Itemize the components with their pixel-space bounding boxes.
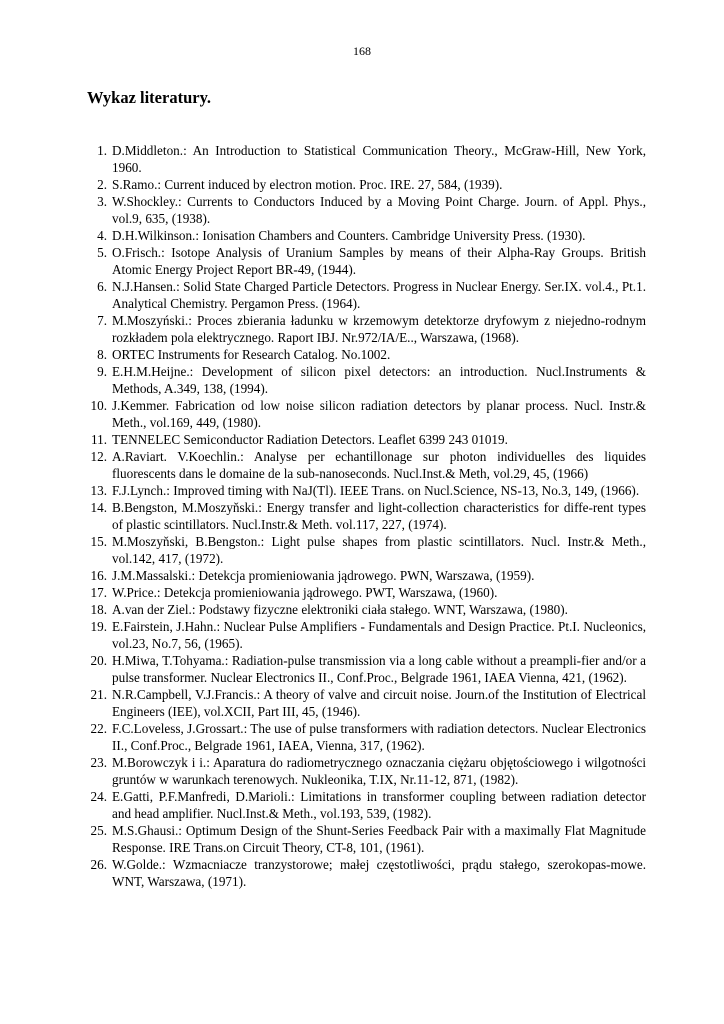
reference-text: H.Miwa, T.Tohyama.: Radiation-pulse transmission via a long cable without a preampli-fier and/or a pulse transformer. Nuclear Electronics II., Conf.Proc., Belgrade 1961, IAEA Vienna, 421, (1962). [112,653,646,685]
reference-text: J.Kemmer. Fabrication od low noise silicon radiation detectors by planar process. Nucl. Instr.& Meth., vol.169, 449, (1980). [112,398,646,430]
reference-text: E.Fairstein, J.Hahn.: Nuclear Pulse Amplifiers - Fundamentals and Design Practice. Pt.I. Nucleonics, vol.23, No.7, 56, (1965). [112,619,646,651]
reference-number: 17. [90,585,107,600]
reference-item [86,431,646,448]
reference-item [86,482,646,499]
reference-item [86,754,646,788]
reference-text: F.C.Loveless, J.Grossart.: The use of pulse transformers with radiation detectors. Nuclear Electronics II., Conf.Proc., Belgrade 1961, IAEA, Vienna, 317, (1962). [112,721,646,753]
reference-number: 14. [90,500,107,515]
reference-item [86,856,646,890]
reference-item [86,499,646,533]
reference-item [86,363,646,397]
reference-item [86,176,646,193]
reference-number: 2. [97,177,107,192]
reference-number: 6. [97,279,107,294]
reference-item [86,652,646,686]
reference-text: ORTEC Instruments for Research Catalog. No.1002. [112,347,391,362]
reference-text: D.H.Wilkinson.: Ionisation Chambers and Counters. Cambridge University Press. (1930). [112,228,586,243]
reference-list [86,142,646,890]
reference-text: N.R.Campbell, V.J.Francis.: A theory of valve and circuit noise. Journ.of the Institution of Electrical Engineers (IEE), vol.XCII, Part III, 45, (1946). [112,687,646,719]
reference-number: 9. [97,364,107,379]
reference-number: 25. [90,823,107,838]
reference-number: 19. [90,619,107,634]
reference-number: 26. [90,857,107,872]
reference-text: TENNELEC Semiconductor Radiation Detectors. Leaflet 6399 243 01019. [112,432,508,447]
reference-text: O.Frisch.: Isotope Analysis of Uranium Samples by means of their Alpha-Ray Groups. British Atomic Energy Project Report BR-49, (1944). [112,245,646,277]
page-number: 168 [353,44,371,58]
reference-number: 20. [90,653,107,668]
reference-item [86,193,646,227]
reference-number: 5. [97,245,107,260]
reference-number: 21. [90,687,107,702]
reference-text: D.Middleton.: An Introduction to Statistical Communication Theory., McGraw-Hill, New York, 1960. [112,143,646,175]
reference-item [86,533,646,567]
reference-text: M.Borowczyk i i.: Aparatura do radiometrycznego oznaczania ciężaru objętościowego i wilgotności gruntów w warunkach terenowych. Nukleonika, T.IX, Nr.11-12, 871, (1982). [112,755,646,787]
reference-text: B.Bengston, M.Moszyňski.: Energy transfer and light-collection characteristics for diffe-rent types of plastic scintillators. Nucl.Instr.& Meth. vol.117, 227, (1974). [112,500,646,532]
reference-text: N.J.Hansen.: Solid State Charged Particle Detectors. Progress in Nuclear Energy. Ser.IX. vol.4., Pt.1. Analytical Chemistry. Pergamon Press. (1964). [112,279,646,311]
reference-item [86,142,646,176]
page-heading: Wykaz literatury. [87,88,212,107]
reference-item [86,584,646,601]
reference-number: 10. [90,398,107,413]
reference-item [86,397,646,431]
reference-item [86,601,646,618]
reference-item [86,448,646,482]
reference-item [86,618,646,652]
reference-text: J.M.Massalski.: Detekcja promieniowania jądrowego. PWN, Warszawa, (1959). [112,568,535,583]
reference-number: 13. [90,483,107,498]
reference-item [86,244,646,278]
reference-number: 23. [90,755,107,770]
reference-text: E.H.M.Heijne.: Development of silicon pixel detectors: an introduction. Nucl.Instruments & Methods, A.349, 138, (1994). [112,364,646,396]
reference-text: M.S.Ghausi.: Optimum Design of the Shunt-Series Feedback Pair with a maximally Flat Magnitude Response. IRE Trans.on Circuit Theory, CT-8, 101, (1961). [112,823,646,855]
reference-item [86,567,646,584]
reference-text: A.Raviart. V.Koechlin.: Analyse per echantillonage sur photon individuelles des liquides fluorescents dans le domaine de la sub-nanoseconds. Nucl.Inst.& Meth, vol.29, 45, (1966) [112,449,646,481]
reference-item [86,227,646,244]
reference-item [86,278,646,312]
reference-text: S.Ramo.: Current induced by electron motion. Proc. IRE. 27, 584, (1939). [112,177,503,192]
reference-number: 3. [97,194,107,209]
reference-text: W.Price.: Detekcja promieniowania jądrowego. PWT, Warszawa, (1960). [112,585,498,600]
reference-text: M.Moszyňski, B.Bengston.: Light pulse shapes from plastic scintillators. Nucl. Instr.& Meth., vol.142, 417, (1972). [112,534,646,566]
reference-text: F.J.Lynch.: Improved timing with NaJ(Tl). IEEE Trans. on Nucl.Science, NS-13, No.3, 149, (1966). [112,483,640,498]
reference-item [86,788,646,822]
reference-text: W.Shockley.: Currents to Conductors Induced by a Moving Point Charge. Journ. of Appl. Phys., vol.9, 635, (1938). [112,194,646,226]
reference-number: 8. [97,347,107,362]
reference-number: 18. [90,602,107,617]
reference-item [86,312,646,346]
reference-number: 22. [90,721,107,736]
reference-item [86,822,646,856]
reference-number: 7. [97,313,107,328]
reference-number: 4. [97,228,107,243]
reference-item [86,720,646,754]
reference-text: M.Moszyński.: Proces zbierania ładunku w krzemowym detektorze dryfowym z niejedno-rodnym rozkładem pola elektrycznego. Raport IBJ. Nr.972/IA/E.., Warszawa, (1968). [112,313,646,345]
reference-text: A.van der Ziel.: Podstawy fizyczne elektroniki ciała stałego. WNT, Warszawa, (1980). [112,602,568,617]
reference-text: W.Golde.: Wzmacniacze tranzystorowe; małej częstotliwości, prądu stałego, szerokopas-mowe. WNT, Warszawa, (1971). [112,857,646,889]
reference-text: E.Gatti, P.F.Manfredi, D.Marioli.: Limitations in transformer coupling between radiation detector and head amplifier. Nucl.Inst.& Meth., vol.193, 539, (1982). [112,789,646,821]
reference-number: 15. [90,534,107,549]
reference-number: 11. [91,432,107,447]
reference-number: 16. [90,568,107,583]
reference-item [86,346,646,363]
reference-item [86,686,646,720]
reference-number: 12. [90,449,107,464]
reference-number: 24. [90,789,107,804]
reference-number: 1. [97,143,107,158]
